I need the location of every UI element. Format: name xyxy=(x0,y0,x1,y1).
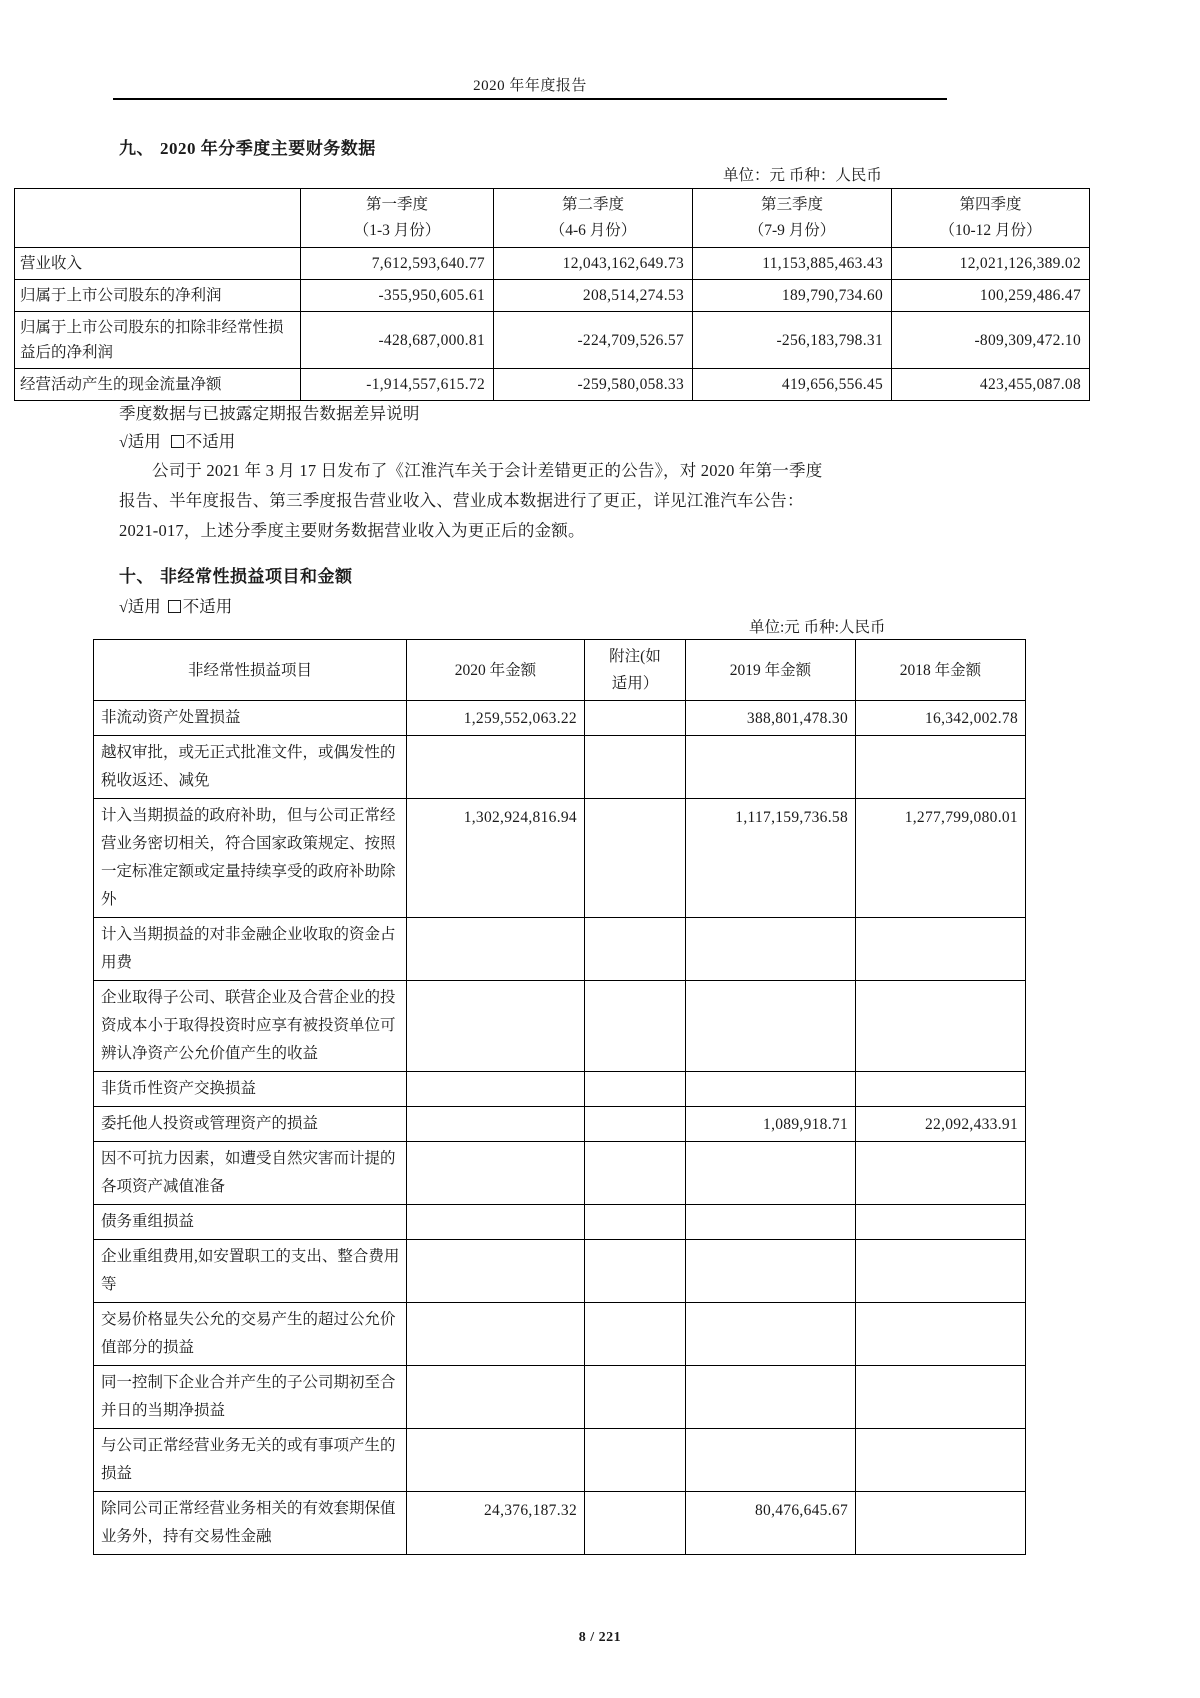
row-label-operating-cash-flow: 经营活动产生的现金流量净额 xyxy=(15,369,301,401)
paragraph-line-3: 2021-017，上述分季度主要财务数据营业收入为更正后的金额。 xyxy=(119,521,585,540)
item-amount-2018 xyxy=(856,1429,1026,1492)
cell-net-profit-q1: -355,950,605.61 xyxy=(301,280,494,312)
item-note xyxy=(585,1240,686,1303)
nonrecurring-col-note xyxy=(585,640,686,701)
item-amount-2018 xyxy=(856,1072,1026,1107)
item-amount-2020 xyxy=(407,1072,585,1107)
section-nine-unit-line: 单位：元 币种：人民币 xyxy=(723,167,882,184)
item-note xyxy=(585,1142,686,1205)
nonrecurring-col-2020: 2020 年金额 xyxy=(407,640,585,701)
item-amount-2020 xyxy=(407,1240,585,1303)
quarterly-col-q3-subtitle: （7-9 月份） xyxy=(748,222,836,239)
section-ten-not-applicable-label: 不适用 xyxy=(182,597,233,616)
cell-net-profit-q4: 100,259,486.47 xyxy=(892,280,1090,312)
table-row xyxy=(94,1142,1026,1205)
table-row xyxy=(94,736,1026,799)
cell-deducted-net-profit-q2: -224,709,526.57 xyxy=(494,312,693,369)
header-rule xyxy=(113,98,947,100)
item-amount-2020 xyxy=(407,981,585,1072)
table-row xyxy=(94,701,1026,736)
item-amount-2018 xyxy=(856,1240,1026,1303)
cell-revenue-q3: 11,153,885,463.43 xyxy=(693,248,892,280)
cell-deducted-net-profit-q4: -809,309,472.10 xyxy=(892,312,1090,369)
paragraph-line-1 xyxy=(119,456,999,486)
item-label: 非流动资产处置损益 xyxy=(94,701,407,736)
checkbox-unchecked-icon[interactable] xyxy=(171,435,184,448)
item-note xyxy=(585,799,686,918)
table-header-row xyxy=(94,640,1026,701)
item-amount-2019 xyxy=(686,981,856,1072)
cell-deducted-net-profit-q1: -428,687,000.81 xyxy=(301,312,494,369)
item-amount-2020 xyxy=(407,1429,585,1492)
nonrecurring-col-item: 非经常性损益项目 xyxy=(94,640,407,701)
item-note xyxy=(585,736,686,799)
item-amount-2020 xyxy=(407,736,585,799)
item-amount-2019: 1,117,159,736.58 xyxy=(686,799,856,918)
quarterly-col-q2-subtitle: （4-6 月份） xyxy=(549,222,637,239)
quarterly-financial-table xyxy=(14,188,1090,401)
item-label: 因不可抗力因素，如遭受自然灾害而计提的各项资产减值准备 xyxy=(94,1142,407,1205)
item-amount-2018 xyxy=(856,918,1026,981)
nonrecurring-col-note-line2: 适用） xyxy=(611,675,659,692)
item-amount-2020 xyxy=(407,1107,585,1142)
item-label: 计入当期损益的对非金融企业收取的资金占用费 xyxy=(94,918,407,981)
item-amount-2019: 80,476,645.67 xyxy=(686,1492,856,1555)
page-number-footer: 8 / 221 xyxy=(578,1630,622,1645)
row-label-net-profit: 归属于上市公司股东的净利润 xyxy=(15,280,301,312)
item-amount-2018 xyxy=(856,1303,1026,1366)
item-label: 非货币性资产交换损益 xyxy=(94,1072,407,1107)
item-amount-2019 xyxy=(686,1429,856,1492)
checkbox-unchecked-icon[interactable] xyxy=(168,600,181,613)
accounting-correction-paragraph xyxy=(119,456,999,546)
table-row xyxy=(94,1303,1026,1366)
quarterly-difference-note-heading: 季度数据与已披露定期报告数据差异说明 xyxy=(119,404,420,423)
item-amount-2018: 22,092,433.91 xyxy=(856,1107,1026,1142)
table-row xyxy=(15,369,1090,401)
table-row xyxy=(15,280,1090,312)
paragraph-line-1-text: 公司于 2021 年 3 月 17 日发布了《江淮汽车关于会计差错更正的公告》，对 2020 年第一季度 xyxy=(152,461,823,480)
section-nine-number: 九、 xyxy=(119,139,154,158)
item-note xyxy=(585,1429,686,1492)
table-row xyxy=(94,1205,1026,1240)
quarterly-col-q1 xyxy=(301,189,494,248)
cell-revenue-q1: 7,612,593,640.77 xyxy=(301,248,494,280)
section-nine-not-applicable-label: 不适用 xyxy=(185,432,236,451)
item-note xyxy=(585,701,686,736)
item-label: 企业取得子公司、联营企业及合营企业的投资成本小于取得投资时应享有被投资单位可辨认净资产公允价值产生的收益 xyxy=(94,981,407,1072)
item-note xyxy=(585,1107,686,1142)
table-row xyxy=(94,799,1026,918)
item-amount-2020 xyxy=(407,918,585,981)
item-amount-2020 xyxy=(407,1205,585,1240)
item-label: 与公司正常经营业务无关的或有事项产生的损益 xyxy=(94,1429,407,1492)
section-nine-applicable-label: 适用 xyxy=(127,432,161,451)
item-amount-2018 xyxy=(856,1142,1026,1205)
item-amount-2019 xyxy=(686,1142,856,1205)
section-ten-heading xyxy=(119,562,353,587)
item-label: 委托他人投资或管理资产的损益 xyxy=(94,1107,407,1142)
item-amount-2019 xyxy=(686,1366,856,1429)
cell-operating-cash-flow-q2: -259,580,058.33 xyxy=(494,369,693,401)
nonrecurring-col-2019: 2019 年金额 xyxy=(686,640,856,701)
cell-net-profit-q3: 189,790,734.60 xyxy=(693,280,892,312)
item-note xyxy=(585,1072,686,1107)
cell-net-profit-q2: 208,514,274.53 xyxy=(494,280,693,312)
quarterly-col-q4 xyxy=(892,189,1090,248)
section-ten-number: 十、 xyxy=(119,567,154,586)
item-amount-2019 xyxy=(686,1072,856,1107)
item-note xyxy=(585,1366,686,1429)
table-row xyxy=(15,312,1090,369)
item-amount-2020: 1,259,552,063.22 xyxy=(407,701,585,736)
check-mark-icon: √ xyxy=(119,599,128,616)
item-amount-2018 xyxy=(856,736,1026,799)
quarterly-col-q3-title: 第三季度 xyxy=(760,196,823,213)
item-amount-2020 xyxy=(407,1303,585,1366)
item-amount-2019 xyxy=(686,736,856,799)
item-amount-2020 xyxy=(407,1142,585,1205)
item-amount-2018 xyxy=(856,1366,1026,1429)
table-row xyxy=(94,1240,1026,1303)
nonrecurring-items-table xyxy=(93,639,1026,1555)
quarterly-col-q2-title: 第二季度 xyxy=(561,196,624,213)
table-row xyxy=(94,981,1026,1072)
section-nine-applicability xyxy=(119,428,235,452)
row-label-deducted-net-profit: 归属于上市公司股东的扣除非经常性损益后的净利润 xyxy=(15,312,301,369)
table-row xyxy=(94,1072,1026,1107)
quarterly-col-q1-subtitle: （1-3 月份） xyxy=(353,222,441,239)
item-amount-2020: 24,376,187.32 xyxy=(407,1492,585,1555)
table-row xyxy=(94,1107,1026,1142)
section-ten-applicable-label: 适用 xyxy=(127,597,161,616)
item-label: 同一控制下企业合并产生的子公司期初至合并日的当期净损益 xyxy=(94,1366,407,1429)
running-header: 2020 年年度报告 xyxy=(473,78,587,94)
section-nine-title: 2020 年分季度主要财务数据 xyxy=(160,139,376,158)
item-amount-2019 xyxy=(686,1303,856,1366)
section-ten-unit-line: 单位:元 币种:人民币 xyxy=(749,619,886,636)
quarterly-col-q1-title: 第一季度 xyxy=(365,196,428,213)
table-row xyxy=(94,1492,1026,1555)
cell-revenue-q2: 12,043,162,649.73 xyxy=(494,248,693,280)
cell-deducted-net-profit-q3: -256,183,798.31 xyxy=(693,312,892,369)
item-label: 计入当期损益的政府补助，但与公司正常经营业务密切相关，符合国家政策规定、按照一定标准定额或定量持续享受的政府补助除外 xyxy=(94,799,407,918)
item-amount-2019: 1,089,918.71 xyxy=(686,1107,856,1142)
item-amount-2019 xyxy=(686,1205,856,1240)
section-ten-title: 非经常性损益项目和金额 xyxy=(160,567,353,586)
quarterly-col-q4-title: 第四季度 xyxy=(959,196,1022,213)
paragraph-line-2: 报告、半年度报告、第三季度报告营业收入、营业成本数据进行了更正，详见江淮汽车公告： xyxy=(119,491,804,510)
item-amount-2018: 1,277,799,080.01 xyxy=(856,799,1026,918)
row-label-revenue: 营业收入 xyxy=(15,248,301,280)
item-label: 交易价格显失公允的交易产生的超过公允价值部分的损益 xyxy=(94,1303,407,1366)
table-row xyxy=(94,1429,1026,1492)
item-label: 越权审批，或无正式批准文件，或偶发性的税收返还、减免 xyxy=(94,736,407,799)
quarterly-col-q2 xyxy=(494,189,693,248)
quarterly-col-q4-subtitle: （10-12 月份） xyxy=(939,222,1042,239)
check-mark-icon: √ xyxy=(119,434,128,451)
item-note xyxy=(585,918,686,981)
item-amount-2018 xyxy=(856,981,1026,1072)
cell-operating-cash-flow-q1: -1,914,557,615.72 xyxy=(301,369,494,401)
item-amount-2019 xyxy=(686,1240,856,1303)
item-amount-2019: 388,801,478.30 xyxy=(686,701,856,736)
table-header-row xyxy=(15,189,1090,248)
item-amount-2018: 16,342,002.78 xyxy=(856,701,1026,736)
cell-operating-cash-flow-q3: 419,656,556.45 xyxy=(693,369,892,401)
item-amount-2018 xyxy=(856,1492,1026,1555)
table-row xyxy=(15,248,1090,280)
section-nine-heading xyxy=(119,134,376,159)
cell-operating-cash-flow-q4: 423,455,087.08 xyxy=(892,369,1090,401)
nonrecurring-col-note-line1: 附注(如 xyxy=(609,648,661,665)
item-note xyxy=(585,1492,686,1555)
table-row xyxy=(94,1366,1026,1429)
item-note xyxy=(585,981,686,1072)
item-note xyxy=(585,1205,686,1240)
item-label: 债务重组损益 xyxy=(94,1205,407,1240)
item-amount-2019 xyxy=(686,918,856,981)
item-amount-2020 xyxy=(407,1366,585,1429)
item-label: 除同公司正常经营业务相关的有效套期保值业务外，持有交易性金融 xyxy=(94,1492,407,1555)
section-ten-applicability xyxy=(119,593,232,617)
quarterly-col-q3 xyxy=(693,189,892,248)
quarterly-corner-cell xyxy=(15,189,301,248)
cell-revenue-q4: 12,021,126,389.02 xyxy=(892,248,1090,280)
item-note xyxy=(585,1303,686,1366)
nonrecurring-col-2018: 2018 年金额 xyxy=(856,640,1026,701)
item-amount-2018 xyxy=(856,1205,1026,1240)
item-amount-2020: 1,302,924,816.94 xyxy=(407,799,585,918)
table-row xyxy=(94,918,1026,981)
item-label: 企业重组费用,如安置职工的支出、整合费用等 xyxy=(94,1240,407,1303)
